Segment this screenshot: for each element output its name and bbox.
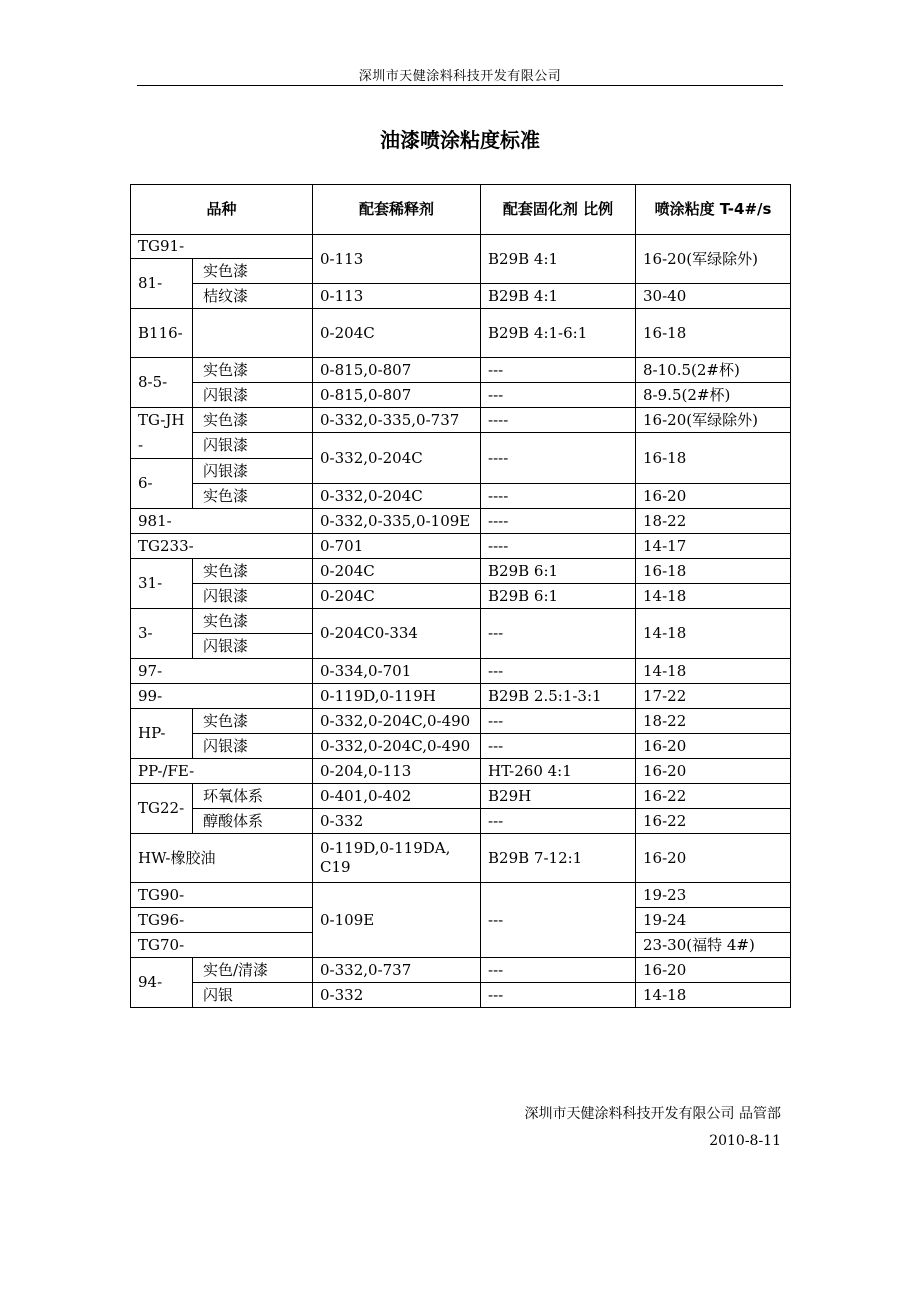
hardener-cell: ----	[481, 509, 636, 534]
table-row	[131, 408, 791, 433]
type-cell	[193, 309, 313, 358]
hardener-cell: B29B 6:1	[481, 584, 636, 609]
hardener-cell: B29B 6:1	[481, 559, 636, 584]
type-cell: 实色漆	[193, 709, 313, 734]
hardener-cell: ---	[481, 659, 636, 684]
type-cell: 闪银漆	[193, 383, 313, 408]
product-cell: 81-	[131, 259, 193, 309]
product-cell: HW-橡胶油	[131, 834, 313, 883]
product-cell: 31-	[131, 559, 193, 609]
hardener-cell: ---	[481, 734, 636, 759]
hardener-cell: ---	[481, 383, 636, 408]
thinner-line: C19	[320, 858, 351, 876]
viscosity-cell: 16-20	[636, 759, 791, 784]
product-cell: 981-	[131, 509, 313, 534]
type-cell: 闪银漆	[193, 734, 313, 759]
type-cell: 实色漆	[193, 609, 313, 634]
viscosity-cell: 16-20	[636, 958, 791, 983]
thinner-line: 0-119D,0-119DA,	[320, 839, 451, 857]
hardener-cell: HT-260 4:1	[481, 759, 636, 784]
hardener-cell: ----	[481, 408, 636, 433]
viscosity-cell: 14-18	[636, 609, 791, 659]
hardener-cell: B29B 4:1-6:1	[481, 309, 636, 358]
thinner-cell: 0-332,0-204C,0-490	[313, 734, 481, 759]
viscosity-standard-table	[130, 184, 791, 1008]
product-cell: 8-5-	[131, 358, 193, 408]
viscosity-cell: 8-10.5(2#杯)	[636, 358, 791, 383]
product-cell: 6-	[131, 459, 193, 509]
product-cell: 99-	[131, 684, 313, 709]
thinner-cell: 0-332,0-335,0-737	[313, 408, 481, 433]
thinner-cell: 0-119D,0-119H	[313, 684, 481, 709]
hardener-cell: ----	[481, 433, 636, 484]
table-row	[131, 383, 791, 408]
type-cell: 闪银漆	[193, 584, 313, 609]
table-row	[131, 784, 791, 809]
thinner-cell: 0-332	[313, 983, 481, 1008]
hardener-cell: B29B 7-12:1	[481, 834, 636, 883]
viscosity-cell: 18-22	[636, 709, 791, 734]
type-cell: 环氧体系	[193, 784, 313, 809]
product-cell: TG-JH-	[131, 408, 193, 459]
column-header: 品种	[131, 185, 313, 235]
viscosity-cell: 16-20(军绿除外)	[636, 235, 791, 284]
product-cell: TG70-	[131, 933, 313, 958]
column-header: 配套稀释剂	[313, 185, 481, 235]
table-row	[131, 958, 791, 983]
thinner-cell: 0-332,0-335,0-109E	[313, 509, 481, 534]
thinner-cell: 0-204C	[313, 559, 481, 584]
product-cell: TG233-	[131, 534, 313, 559]
column-header: 配套固化剂 比例	[481, 185, 636, 235]
table-row	[131, 983, 791, 1008]
product-cell: TG90-	[131, 883, 313, 908]
type-cell: 闪银漆	[193, 433, 313, 459]
product-cell: PP-/FE-	[131, 759, 313, 784]
product-cell: 97-	[131, 659, 313, 684]
table-row	[131, 509, 791, 534]
type-cell: 实色漆	[193, 408, 313, 433]
product-cell: TG91-	[131, 235, 313, 259]
thinner-cell: 0-204,0-113	[313, 759, 481, 784]
thinner-cell: 0-334,0-701	[313, 659, 481, 684]
viscosity-cell: 14-18	[636, 659, 791, 684]
thinner-cell: 0-113	[313, 235, 481, 284]
column-header: 喷涂粘度 T-4#/s	[636, 185, 791, 235]
department-label: 深圳市天健涂料科技开发有限公司 品管部	[524, 1106, 781, 1122]
hardener-cell: B29B 4:1	[481, 284, 636, 309]
thinner-cell: 0-332,0-737	[313, 958, 481, 983]
hardener-cell: ---	[481, 609, 636, 659]
table-row	[131, 809, 791, 834]
table-row	[131, 284, 791, 309]
viscosity-cell: 16-22	[636, 809, 791, 834]
viscosity-cell: 14-17	[636, 534, 791, 559]
table-row	[131, 659, 791, 684]
type-cell: 闪银	[193, 983, 313, 1008]
thinner-cell: 0-401,0-402	[313, 784, 481, 809]
company-header: 深圳市天健涂料科技开发有限公司	[358, 69, 562, 84]
table-row	[131, 433, 791, 459]
thinner-cell: 0-815,0-807	[313, 383, 481, 408]
table-row	[131, 584, 791, 609]
hardener-cell: B29B 4:1	[481, 235, 636, 284]
thinner-cell: 0-113	[313, 284, 481, 309]
signature-block	[525, 1101, 781, 1155]
table-row	[131, 759, 791, 784]
date-label: 2010-8-11	[709, 1133, 781, 1149]
table-row	[131, 609, 791, 634]
table-row	[131, 883, 791, 908]
type-cell: 桔纹漆	[193, 284, 313, 309]
header-rule	[137, 85, 783, 86]
product-cell: TG96-	[131, 908, 313, 933]
product-cell: 94-	[131, 958, 193, 1008]
hardener-cell: ---	[481, 809, 636, 834]
viscosity-cell: 8-9.5(2#杯)	[636, 383, 791, 408]
hardener-cell: B29H	[481, 784, 636, 809]
type-cell: 实色漆	[193, 484, 313, 509]
table-row	[131, 834, 791, 883]
viscosity-cell: 16-20	[636, 484, 791, 509]
viscosity-cell: 16-20	[636, 734, 791, 759]
table-header-row	[131, 185, 791, 235]
hardener-cell: ----	[481, 484, 636, 509]
table-row	[131, 559, 791, 584]
table-row	[131, 734, 791, 759]
table-row	[131, 709, 791, 734]
type-cell: 实色漆	[193, 559, 313, 584]
viscosity-cell: 30-40	[636, 284, 791, 309]
viscosity-cell: 16-18	[636, 559, 791, 584]
hardener-cell: ---	[481, 958, 636, 983]
thinner-cell: 0-332,0-204C	[313, 433, 481, 484]
hardener-cell: ---	[481, 883, 636, 958]
product-cell: TG22-	[131, 784, 193, 834]
hardener-cell: B29B 2.5:1-3:1	[481, 684, 636, 709]
viscosity-cell: 16-20(军绿除外)	[636, 408, 791, 433]
type-cell: 闪银漆	[193, 634, 313, 659]
thinner-cell	[313, 834, 481, 883]
viscosity-cell: 14-18	[636, 584, 791, 609]
thinner-cell: 0-815,0-807	[313, 358, 481, 383]
hardener-cell: ---	[481, 983, 636, 1008]
thinner-cell: 0-332,0-204C	[313, 484, 481, 509]
thinner-cell: 0-701	[313, 534, 481, 559]
thinner-cell: 0-332,0-204C,0-490	[313, 709, 481, 734]
table-row	[131, 534, 791, 559]
viscosity-cell: 16-22	[636, 784, 791, 809]
document-title: 油漆喷涂粘度标准	[380, 128, 540, 152]
viscosity-cell: 16-18	[636, 309, 791, 358]
table-row	[131, 358, 791, 383]
table-row	[131, 484, 791, 509]
type-cell: 闪银漆	[193, 459, 313, 484]
thinner-cell: 0-204C	[313, 309, 481, 358]
hardener-cell: ---	[481, 709, 636, 734]
viscosity-cell: 14-18	[636, 983, 791, 1008]
viscosity-cell: 23-30(福特 4#)	[636, 933, 791, 958]
thinner-cell: 0-204C0-334	[313, 609, 481, 659]
viscosity-cell: 16-18	[636, 433, 791, 484]
table-row	[131, 684, 791, 709]
viscosity-cell: 19-23	[636, 883, 791, 908]
type-cell: 实色漆	[193, 259, 313, 284]
thinner-cell: 0-332	[313, 809, 481, 834]
viscosity-cell: 16-20	[636, 834, 791, 883]
viscosity-cell: 17-22	[636, 684, 791, 709]
type-cell: 实色漆	[193, 358, 313, 383]
product-cell: 3-	[131, 609, 193, 659]
hardener-cell: ----	[481, 534, 636, 559]
product-cell: HP-	[131, 709, 193, 759]
viscosity-cell: 18-22	[636, 509, 791, 534]
type-cell: 实色/清漆	[193, 958, 313, 983]
thinner-cell: 0-204C	[313, 584, 481, 609]
hardener-cell: ---	[481, 358, 636, 383]
table-row	[131, 235, 791, 259]
table-row	[131, 309, 791, 358]
viscosity-cell: 19-24	[636, 908, 791, 933]
product-cell: B116-	[131, 309, 193, 358]
thinner-cell: 0-109E	[313, 883, 481, 958]
type-cell: 醇酸体系	[193, 809, 313, 834]
